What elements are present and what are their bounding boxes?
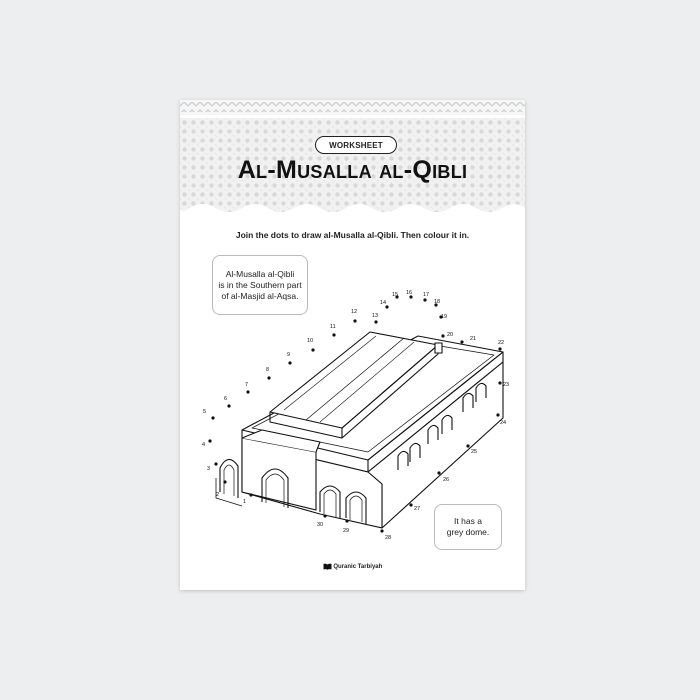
dot-12 xyxy=(351,309,357,323)
dot-16 xyxy=(406,290,413,299)
svg-text:13: 13 xyxy=(372,313,379,319)
dot-22 xyxy=(498,340,504,351)
dot-7 xyxy=(245,382,250,394)
svg-text:28: 28 xyxy=(385,535,392,541)
svg-text:12: 12 xyxy=(351,309,358,315)
note-line: Al-Musalla al-Qibli xyxy=(225,268,295,279)
svg-text:9: 9 xyxy=(287,352,291,358)
worksheet-page xyxy=(180,100,525,590)
dot-14 xyxy=(380,300,389,309)
dot-10 xyxy=(307,338,315,352)
svg-text:5: 5 xyxy=(203,409,207,415)
svg-text:16: 16 xyxy=(406,290,413,296)
svg-text:3: 3 xyxy=(207,466,211,472)
svg-text:17: 17 xyxy=(423,292,430,298)
dot-17 xyxy=(423,292,429,302)
dot-13 xyxy=(372,313,378,324)
svg-text:20: 20 xyxy=(447,332,454,338)
svg-text:24: 24 xyxy=(500,420,507,426)
dot-30 xyxy=(317,514,327,528)
dot-18 xyxy=(434,299,440,307)
svg-text:2: 2 xyxy=(216,492,220,498)
fact-note-location xyxy=(212,255,308,315)
svg-text:7: 7 xyxy=(245,382,249,388)
svg-text:14: 14 xyxy=(380,300,387,306)
dot-11 xyxy=(330,324,336,337)
svg-text:15: 15 xyxy=(392,292,399,298)
svg-text:1: 1 xyxy=(243,499,247,505)
fact-note-dome xyxy=(434,504,502,550)
svg-text:8: 8 xyxy=(266,367,270,373)
dot-26 xyxy=(437,471,449,483)
dot-1 xyxy=(243,493,253,505)
dot-20 xyxy=(441,332,453,338)
svg-text:11: 11 xyxy=(330,324,336,330)
dot-8 xyxy=(266,367,271,380)
note-line: grey dome. xyxy=(446,527,490,537)
svg-text:21: 21 xyxy=(470,336,477,342)
svg-text:19: 19 xyxy=(441,314,448,320)
dot-19 xyxy=(439,314,447,320)
dot-3 xyxy=(207,462,218,472)
svg-text:27: 27 xyxy=(414,506,421,512)
note-line: of al-Masjid al-Aqsa. xyxy=(221,290,299,301)
svg-text:29: 29 xyxy=(343,528,350,534)
dot-6 xyxy=(224,396,231,408)
note-line: is in the Southern part xyxy=(218,279,302,290)
dot-28 xyxy=(380,529,391,541)
note-line: It has a xyxy=(454,516,482,526)
svg-text:4: 4 xyxy=(202,442,206,448)
dot-2 xyxy=(216,480,227,498)
instruction-text: Join the dots to draw al-Musalla al-Qibli. Then colour it in. xyxy=(235,230,470,240)
dot-15 xyxy=(392,292,399,299)
dot-29 xyxy=(343,519,349,534)
book-icon xyxy=(323,563,332,570)
dot-27 xyxy=(409,503,420,512)
brand-name: Quranic Tarbiyah xyxy=(333,564,383,571)
svg-text:18: 18 xyxy=(434,299,441,305)
page-title: Al-Musalla al-Qibli xyxy=(237,156,468,184)
brand-footer xyxy=(180,563,525,570)
svg-text:6: 6 xyxy=(224,396,228,402)
worksheet-badge: WORKSHEET xyxy=(315,136,397,154)
dot-21 xyxy=(460,336,476,344)
svg-text:26: 26 xyxy=(443,477,450,483)
svg-text:30: 30 xyxy=(317,522,324,528)
svg-text:10: 10 xyxy=(307,338,314,344)
dot-9 xyxy=(287,352,292,365)
svg-text:25: 25 xyxy=(471,449,478,455)
dot-5 xyxy=(203,409,215,420)
svg-text:23: 23 xyxy=(503,382,510,388)
svg-text:22: 22 xyxy=(498,340,505,346)
dot-4 xyxy=(202,439,212,448)
